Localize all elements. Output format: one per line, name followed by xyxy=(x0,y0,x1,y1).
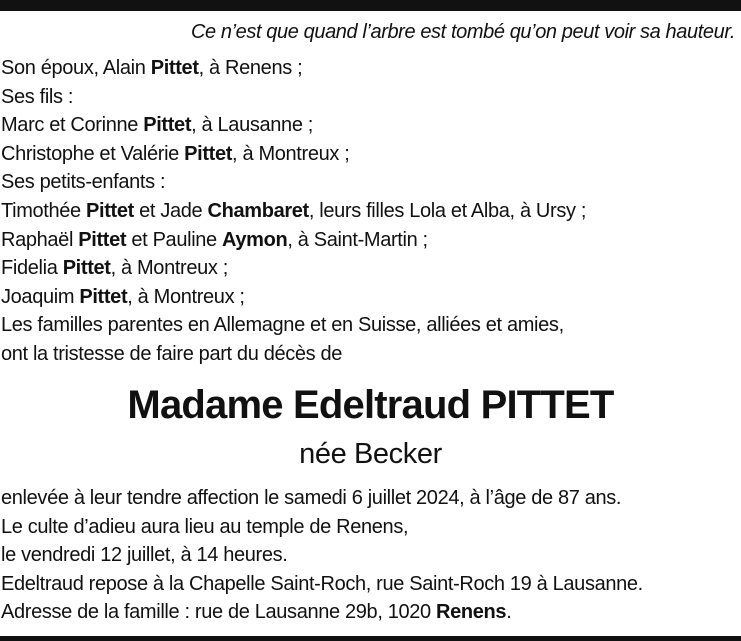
family-line-grandchild xyxy=(1,283,586,312)
family-line-relatives: Les familles parentes en Allemagne et en Suisse, alliées et amies, xyxy=(1,314,564,337)
top-rule xyxy=(0,0,741,11)
text: Timothée xyxy=(1,199,87,222)
epigraph-quote: Ce n’est que quand l’arbre est tombé qu’on peut voir sa hauteur. xyxy=(190,21,735,43)
family-line-grandchild xyxy=(1,197,586,226)
text: Raphaël xyxy=(1,228,79,251)
surname: Aymon xyxy=(222,228,288,251)
surname: Pittet xyxy=(150,57,199,79)
surname: Pittet xyxy=(79,285,128,308)
text: , à Renens ; xyxy=(198,57,303,79)
ceremony-details xyxy=(1,484,643,627)
text: , à Montreux ; xyxy=(232,142,350,165)
family-line-husband xyxy=(1,54,586,83)
family-line-announce: ont la tristesse de faire part du décès de xyxy=(1,342,343,365)
city: Renens xyxy=(436,601,507,624)
detail-line-date: le vendredi 12 juillet, à 14 heures. xyxy=(1,544,288,567)
detail-line-service: Le culte d’adieu aura lieu au temple de Renens, xyxy=(1,515,409,538)
text: , à Saint-Martin ; xyxy=(287,228,428,251)
surname: Pittet xyxy=(62,257,111,280)
detail-line-death: enlevée à leur tendre affection le samedi 6 juillet 2024, à l’âge de 87 ans. xyxy=(1,487,622,509)
surname: Pittet xyxy=(143,114,192,137)
family-line-grandchildren-label: Ses petits-enfants : xyxy=(1,171,166,194)
family-line-grandchild xyxy=(1,254,586,283)
family-list xyxy=(1,54,586,369)
text: et Jade xyxy=(133,199,208,222)
text: et Pauline xyxy=(126,228,223,251)
surname: Chambaret xyxy=(207,199,309,222)
deceased-maiden-name: née Becker xyxy=(299,438,442,470)
text: , à Montreux ; xyxy=(127,285,245,308)
detail-line-address xyxy=(1,598,643,627)
family-line-son xyxy=(1,111,586,140)
family-line-grandchild xyxy=(1,226,586,255)
deceased-name: Madame Edeltraud PITTET xyxy=(127,383,614,427)
text: , à Lausanne ; xyxy=(191,114,314,137)
surname: Pittet xyxy=(78,228,127,251)
text: Son époux, Alain xyxy=(1,57,151,79)
text: Joaquim xyxy=(1,285,80,308)
text: . xyxy=(506,601,512,624)
detail-line-chapel: Edeltraud repose à la Chapelle Saint-Roch, rue Saint-Roch 19 à Lausanne. xyxy=(1,572,643,595)
text: , leurs filles Lola et Alba, à Ursy ; xyxy=(308,199,587,222)
family-line-sons-label: Ses fils : xyxy=(1,85,74,108)
family-line-son xyxy=(1,140,586,169)
text: Marc et Corinne xyxy=(1,114,144,137)
surname: Pittet xyxy=(86,199,134,222)
text: , à Montreux ; xyxy=(110,257,228,280)
surname: Pittet xyxy=(184,142,233,165)
text: Adresse de la famille : rue de Lausanne 29b, 1020 xyxy=(1,601,437,624)
text: Fidelia xyxy=(1,257,63,280)
text: Christophe et Valérie xyxy=(1,142,185,165)
bottom-rule xyxy=(0,636,741,641)
